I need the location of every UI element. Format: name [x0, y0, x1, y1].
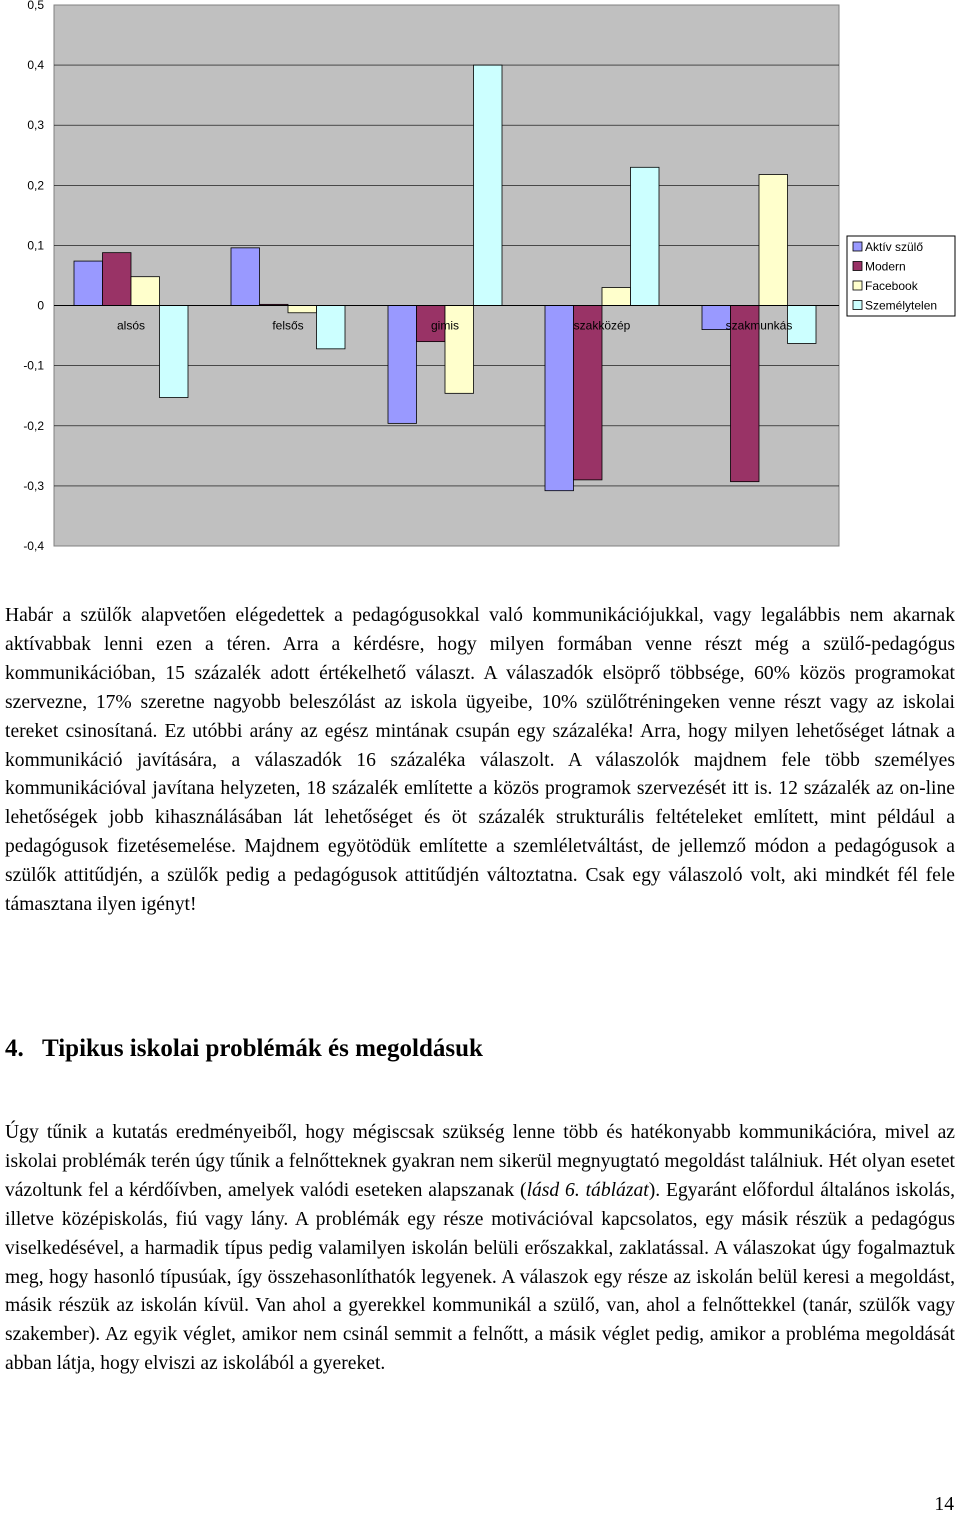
legend-swatch — [853, 301, 862, 310]
y-tick-label: 0 — [37, 298, 44, 313]
bar-4-1 — [545, 306, 574, 491]
y-tick-label: -0,4 — [23, 539, 44, 553]
bar-1-1 — [74, 261, 103, 305]
bar-2-1 — [231, 248, 260, 306]
bar-2-4 — [317, 306, 346, 349]
y-tick-label: 0,5 — [27, 0, 44, 12]
legend-label: Személytelen — [865, 298, 938, 313]
legend-label: Aktív szülő — [865, 240, 924, 254]
paragraph-school-problems — [5, 1119, 955, 1379]
bar-1-3 — [131, 277, 160, 306]
bar-5-3 — [759, 175, 788, 306]
legend-label: Facebook — [865, 279, 918, 293]
y-tick-label: -0,3 — [23, 478, 44, 493]
paragraph-text-part2: ). Egyaránt előfordul általános iskolás, illetve középiskolás, fiú vagy lány. A problémák egy része motivációval kapcsolatos, egy másik részük a pedagógus viselkedésével, a harmadik típus pedig valamilyen iskolán belüli erőszakkal, zaklatással. A válaszokat úgy fogalmaztuk meg, hogy hasonló típusúak, így összehasonlíthatók legyenek. A válaszok egy része az iskolán belül keresi a megoldást, másik részük az iskolán kívül. Van ahol a gyerekkel kommunikál a szülő, van, ahol a felnőttekkel (tanár, szülők vagy szakember). Az egyik véglet, amikor nem csinál semmit a felnőtt, a másik véglet pedig, amikor a probléma megoldását abban látja, hogy elviszi az iskolából a gyereket. — [5, 1179, 955, 1375]
section-heading — [5, 1035, 483, 1063]
page-number: 14 — [934, 1494, 954, 1515]
legend-swatch — [853, 242, 862, 251]
category-label: gimis — [430, 318, 460, 333]
y-tick-label: -0,1 — [23, 358, 44, 373]
y-tick-label: 0,2 — [27, 178, 44, 193]
legend-label: Modern — [865, 259, 906, 274]
y-tick-label: 0,3 — [27, 118, 44, 133]
plot-area — [54, 5, 839, 546]
bar-1-4 — [160, 306, 189, 398]
section-title: Tipikus iskolai problémák és megoldásuk — [42, 1035, 483, 1062]
category-label: felsős — [272, 318, 304, 333]
category-label: szakmunkás — [725, 318, 793, 333]
y-tick-label: 0,4 — [27, 58, 44, 73]
bar-chart — [0, 0, 960, 560]
category-label: szakközép — [573, 318, 631, 333]
bar-3-4 — [474, 65, 503, 305]
legend-swatch — [853, 262, 862, 271]
y-tick-label: -0,2 — [23, 418, 44, 433]
paragraph-text-part1: Úgy tűnik a kutatás eredményeiből, hogy mégiscsak szükség lenne több és hatékonyabb kommunikációra, mivel az iskolai problémák terén úgy tűnik a felnőtteknek gyakran nem sikerül megnyugtató megoldást találniuk. Hét olyan esetet vázoltunk fel a kérdőívben, amelyek valódi eseteken alapszanak ( — [5, 1122, 955, 1201]
bar-2-3 — [288, 306, 317, 313]
bar-3-1 — [388, 306, 417, 424]
bar-4-3 — [602, 288, 631, 306]
table-reference: lásd 6. táblázat — [526, 1179, 649, 1201]
bar-1-2 — [103, 253, 132, 306]
y-axis-tick-labels — [23, 0, 44, 553]
legend-swatch — [853, 281, 862, 290]
paragraph-survey-results: Habár a szülők alapvetően elégedettek a pedagógusokkal való kommunikációjukkal, vagy legalábbis nem akarnak aktívabbak lenni ezen a téren. Arra a kérdésre, hogy milyen formában venne részt még a szülő-pedagógus kommunikációban, 15 százalék adott értékelhető választ. A válaszadók elsöprő többsége, 60% közös programokat szervezne, 17% szeretne nagyobb beleszólást az iskola ügyeibe, 10% szülőtréningeken venne részt vagy az iskolai tereket csinosítaná. Ez utóbbi arány az egész mintának csupán egy százaléka! Arra, hogy milyen lehetőséget látnak a kommunikáció javítására, a válaszadók 16 százaléka válaszolt. A válaszolók majdnem fele több személyes kommunikációval javítana helyzeten, 18 százalék említette a közös programok szervezését itt is. 12 százalék az on-line lehetőségek jobb kihasználásában lát lehetőséget és öt százalék strukturális feltételeket említett, mint például a pedagógusok fizetésemelése. Majdnem egyötödük említette a szemléletváltást, de jellemző módon a pedagógusok a szülők attitűdjén, a szülők pedig a pedagógusok attitűdjén változtatna. Csak egy válaszoló volt, aki mindkét fél fele támasztana ilyen igényt! — [5, 605, 955, 916]
legend — [847, 236, 955, 316]
y-tick-label: 0,1 — [27, 238, 44, 253]
section-number: 4. — [5, 1035, 24, 1062]
bar-4-4 — [631, 167, 660, 305]
category-label: alsós — [116, 318, 146, 333]
